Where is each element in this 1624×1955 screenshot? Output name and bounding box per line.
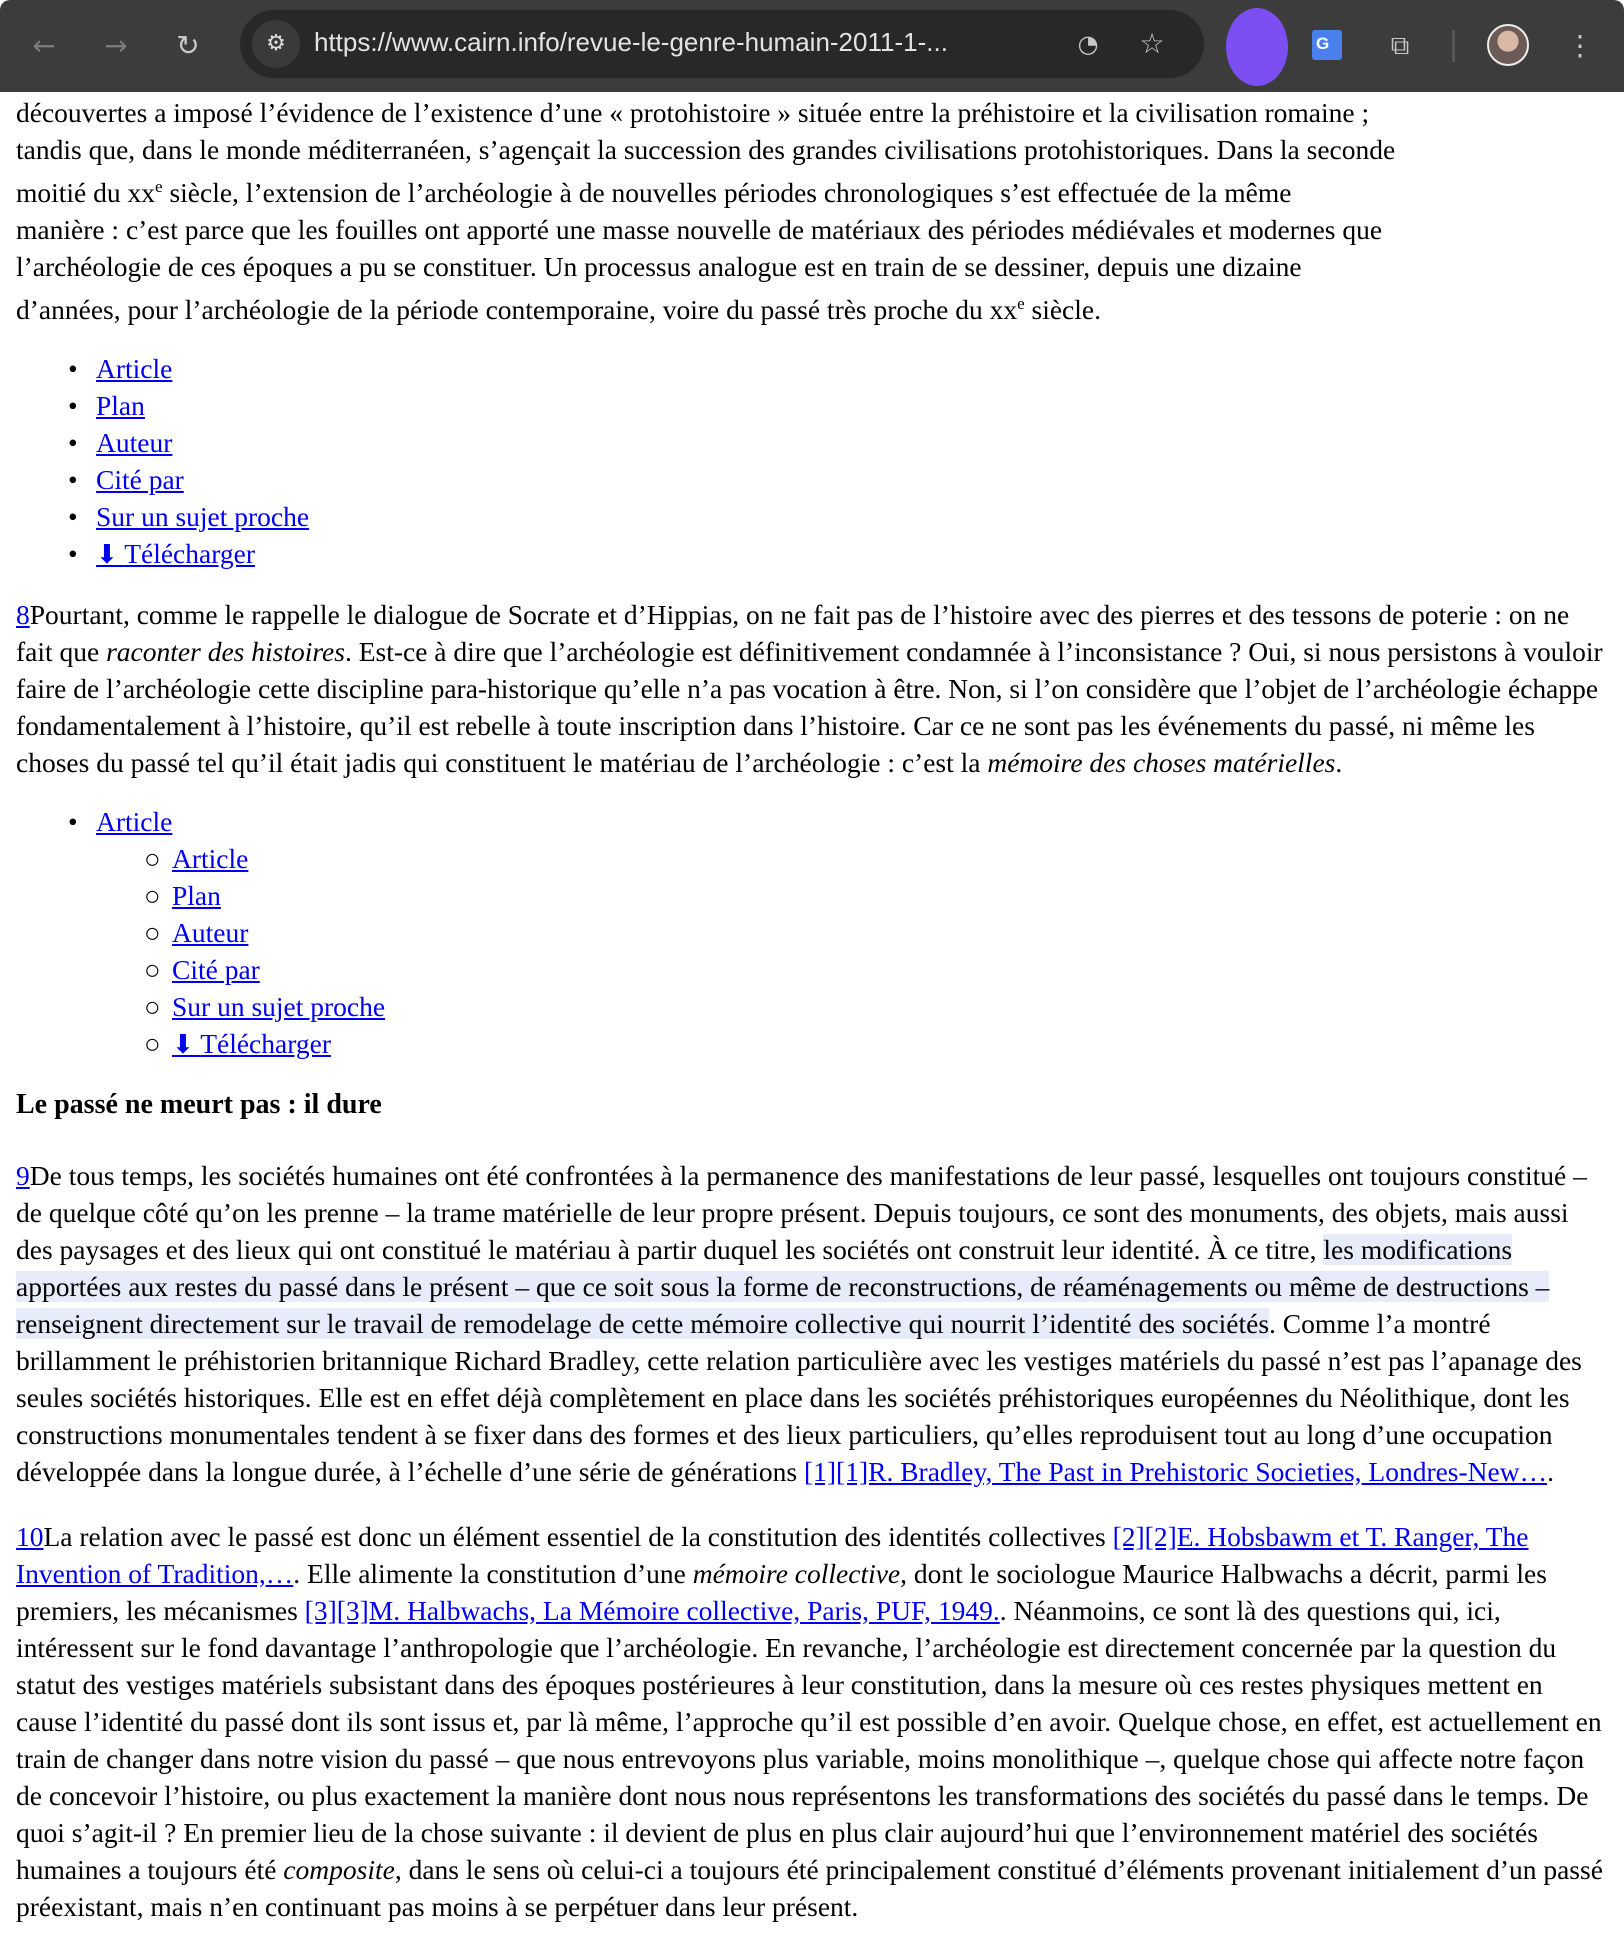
subnav-item-article <box>144 840 1608 877</box>
browser-toolbar <box>0 0 1624 92</box>
bullet: • <box>68 538 78 569</box>
nav-item-auteur <box>68 424 1608 461</box>
subnav-link-auteur[interactable]: Auteur <box>172 917 249 948</box>
bullet: ○ <box>144 917 161 948</box>
text: , dont le sociologue Maurice Halbwachs a décrit, parmi les premiers, les mécanismes <box>16 1558 1547 1626</box>
text: d’années, pour l’archéologie de la période contemporaine, voire du passé très proche du xx <box>16 294 1018 325</box>
article-nav-list-2 <box>68 803 1608 1064</box>
text: De tous temps, les sociétés humaines ont été confrontées à la permanence des manifestations de leur passé, lesquelles ont toujours constitué – de quelque côté qu’on les prenne – la trame matérielle de leur propre présent. Depuis toujours, ce sont des monuments, des objets, mais aussi des paysages et des lieux qui ont constitué le matériau à partir duquel les sociétés ont construit leur identité. À ce titre, <box>16 1160 1587 1265</box>
text: . Est-ce à dire que l’archéologie est définitivement condamnée à l’inconsistance ? Oui, si nous persistons à vouloir faire de l’archéologie cette discipline para-historique qu’elle n’a pas vocation à être. Non, si l’on considère que l’objet de l’archéologie échappe fondamentalement à l’histoire, qu’il est rebelle à toute inscription dans l’histoire. Car ce ne sont pas les événements du passé, ni même les choses du passé tel qu’il était jadis qui constituent le matériau de l’archéologie : c’est la <box>16 636 1603 778</box>
subnav-link-plan[interactable]: Plan <box>172 880 221 911</box>
download-arrow-icon: ⬇ <box>172 1030 194 1060</box>
paragraph-number-link[interactable]: 10 <box>16 1521 44 1552</box>
superscript: e <box>155 176 163 196</box>
toolbar-divider <box>1452 30 1455 62</box>
text: Pourtant, comme le rappelle le dialogue de Socrate et d’Hippias, on ne fait pas de l’histoire avec des pierres et des tessons de poterie : on ne fait que <box>16 599 1570 667</box>
text: moitié du xx <box>16 177 156 208</box>
subnav-link-cite-par[interactable]: Cité par <box>172 954 260 985</box>
subnav-item-auteur <box>144 914 1608 951</box>
cursor-highlight-blob <box>1226 8 1288 86</box>
paragraph-text <box>16 596 1608 781</box>
forward-icon[interactable]: → <box>104 29 128 62</box>
reload-icon[interactable]: ↻ <box>176 29 200 62</box>
extensions-icon[interactable]: ⧉ <box>1390 31 1410 61</box>
subnav-link-sujet-proche[interactable]: Sur un sujet proche <box>172 991 386 1022</box>
text: siècle, l’extension de l’archéologie à de nouvelles périodes chronologiques s’est effectuée de la même <box>162 177 1292 208</box>
text: . <box>1335 747 1343 778</box>
google-translate-icon[interactable]: G <box>1312 30 1342 60</box>
text-line: découvertes a imposé l’évidence de l’existence d’une « protohistoire » située entre la préhistoire et la civilisation romaine ; <box>16 97 1370 128</box>
bullet: • <box>68 390 78 421</box>
bullet: • <box>68 806 78 837</box>
article-nav-list <box>68 350 1608 574</box>
nav-link-plan[interactable]: Plan <box>96 390 145 421</box>
paragraph-text <box>16 1157 1608 1490</box>
download-label: Télécharger <box>124 538 255 569</box>
footnote-link-3[interactable]: [3][3]M. Halbwachs, La Mémoire collective, Paris, PUF, 1949. <box>304 1595 1000 1626</box>
italic-text: mémoire des choses matérielles <box>987 747 1336 778</box>
performance-icon[interactable]: ◔ <box>1077 30 1099 58</box>
nav-item-telecharger <box>68 535 1608 574</box>
text: . Elle alimente la constitution d’une <box>293 1558 693 1589</box>
bullet: • <box>68 427 78 458</box>
back-icon[interactable]: ← <box>32 29 56 62</box>
paragraph-text <box>16 1518 1608 1925</box>
paragraph-number-link[interactable]: 9 <box>16 1160 30 1191</box>
footnote-link-1[interactable]: [1][1]R. Bradley, The Past in Prehistoric Societies, Londres-New… <box>803 1456 1548 1487</box>
bookmark-star-icon[interactable]: ☆ <box>1139 27 1165 60</box>
text-line: l’archéologie de ces époques a pu se constituer. Un processus analogue est en train de se dessiner, depuis une dizaine <box>16 251 1302 282</box>
nav-item-sujet-proche <box>68 498 1608 535</box>
text-line <box>16 174 1608 211</box>
superscript: e <box>1017 293 1025 313</box>
text: , dans le sens où celui-ci a toujours été principalement constitué d’éléments provenant initialement d’un passé préexistant, mais n’en continuant pas moins à se perpétuer dans leur présent. <box>16 1854 1603 1922</box>
text: . <box>1547 1456 1554 1487</box>
nav-item-plan <box>68 387 1608 424</box>
text: . Comme l’a montré brillamment le préhistorien britannique Richard Bradley, cette relation particulière avec les vestiges matériels du passé n’est pas l’apanage des seules sociétés historiques. Elle est en effet déjà complètement en place dans les sociétés préhistoriques européennes du Néolithique, dont les constructions monumentales tendent à se fixer dans des formes et des lieux particuliers, qu’elles reproduisent tout au long d’une occupation développée dans la longue durée, à l’échelle d’une série de générations <box>16 1308 1582 1487</box>
nav-link-article[interactable]: Article <box>96 806 173 837</box>
download-link[interactable] <box>172 1028 331 1059</box>
nav-link-article[interactable]: Article <box>96 353 173 384</box>
subnav-item-cite-par <box>144 951 1608 988</box>
bullet: • <box>68 501 78 532</box>
nav-link-sujet-proche[interactable]: Sur un sujet proche <box>96 501 310 532</box>
download-arrow-icon: ⬇ <box>96 540 118 570</box>
site-info-icon[interactable]: ⚙ <box>252 20 300 68</box>
download-link[interactable] <box>96 538 255 569</box>
paragraph-number-link[interactable]: 8 <box>16 599 30 630</box>
section-heading: Le passé ne meurt pas : il dure <box>16 1089 382 1120</box>
nav-link-cite-par[interactable]: Cité par <box>96 464 184 495</box>
subnav-item-plan <box>144 877 1608 914</box>
text: . Néanmoins, ce sont là des questions qui, ici, intéressent sur le fond davantage l’anthropologie que l’archéologie. En revanche, l’archéologie est directement concernée par la question du statut des vestiges matériels subsistant dans des époques postérieures à leur constitution, dans la mesure où ces restes physiques mettent en cause l’identité du passé dont ils sont issus et, par là même, l’approche qu’il est possible d’en avoir. Quelque chose, en effet, est actuellement en train de changer dans notre vision du passé – que nous entrevoyons plus variable, moins monolithique –, quelque chose qui affecte notre façon de concevoir l’histoire, ou plus exactement la manière dont nous nous représentons les transformations des sociétés du passé dans le temps. De quoi s’agit-il ? En premier lieu de la chose suivante : il devient de plus en plus clair aujourd’hui que l’environnement matériel des sociétés humaines a toujours été <box>16 1595 1602 1885</box>
subnav-link-article[interactable]: Article <box>172 843 249 874</box>
text-line <box>16 291 1608 328</box>
bullet: ○ <box>144 880 161 911</box>
subnav-item-sujet-proche <box>144 988 1608 1025</box>
nav-item-cite-par <box>68 461 1608 498</box>
highlighted-text: les modifications apportées aux restes du passé dans le présent – que ce soit sous la forme de reconstructions, de réaménagements ou même de destructions – renseignent directement sur le travail de remodelage de cette mémoire collective qui nourrit l’identité des sociétés <box>16 1234 1550 1339</box>
menu-kebab-icon[interactable]: ⋮ <box>1566 29 1594 62</box>
nav-item-article <box>68 350 1608 387</box>
text: siècle. <box>1024 294 1101 325</box>
download-label: Télécharger <box>200 1028 331 1059</box>
bullet: ○ <box>144 843 161 874</box>
text-line: manière : c’est parce que les fouilles ont apporté une masse nouvelle de matériaux des périodes médiévales et modernes que <box>16 214 1383 245</box>
profile-avatar[interactable] <box>1487 24 1529 66</box>
paragraph-7 <box>16 94 1608 328</box>
bullet: ○ <box>144 1028 161 1059</box>
bullet: ○ <box>144 954 161 985</box>
italic-text: raconter des histoires <box>106 636 345 667</box>
paragraph-10 <box>16 1518 1608 1925</box>
url-text[interactable]: https://www.cairn.info/revue-le-genre-humain-2011-1-... <box>314 27 948 57</box>
subnav-item-telecharger <box>144 1025 1608 1064</box>
text: La relation avec le passé est donc un élément essentiel de la constitution des identités collectives <box>43 1521 1113 1552</box>
nav-item-article <box>68 803 1608 1064</box>
nav-link-auteur[interactable]: Auteur <box>96 427 173 458</box>
text-line: tandis que, dans le monde méditerranéen, s’agençait la succession des grandes civilisations protohistoriques. Dans la seconde <box>16 134 1396 165</box>
italic-text: mémoire collective <box>692 1558 901 1589</box>
paragraph-9 <box>16 1157 1608 1490</box>
nav-sublist <box>144 840 1608 1064</box>
article-content <box>0 92 1624 1955</box>
footnote-link-2[interactable]: [2][2]E. Hobsbawm et T. Ranger, The Invention of Tradition,… <box>16 1521 1529 1589</box>
bullet: • <box>68 464 78 495</box>
bullet: • <box>68 353 78 384</box>
paragraph-8 <box>16 596 1608 781</box>
italic-text: composite <box>283 1854 395 1885</box>
bullet: ○ <box>144 991 161 1022</box>
address-bar[interactable] <box>240 10 1204 78</box>
